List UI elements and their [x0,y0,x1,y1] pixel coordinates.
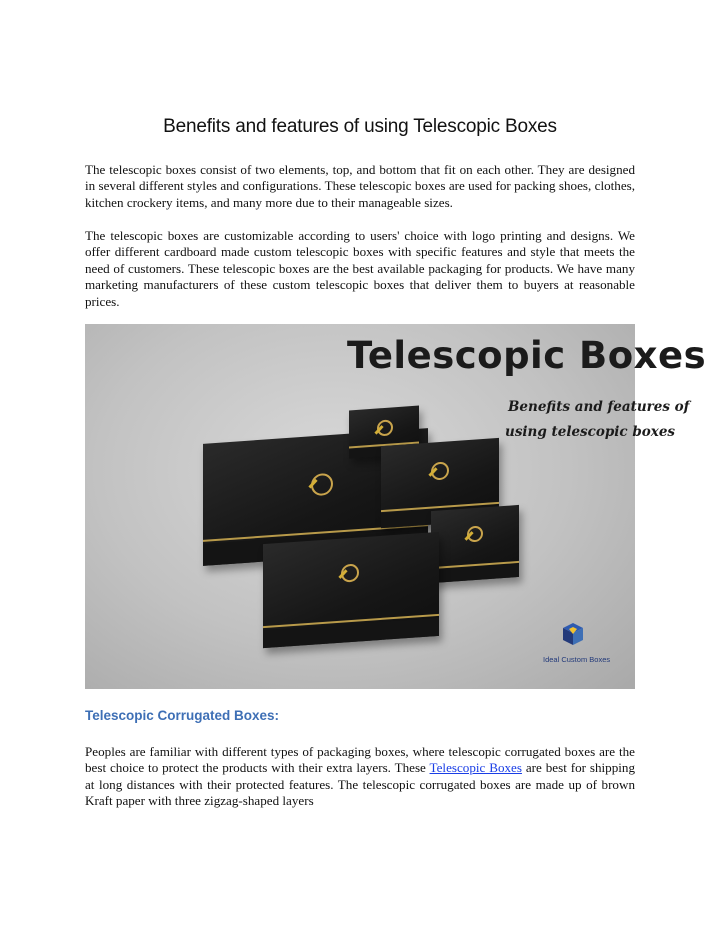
brand-logo [543,622,611,664]
telescopic-boxes-banner-image [85,324,707,689]
banner-subtitle-line1: Benefits and features of [508,399,690,415]
telescopic-boxes-link[interactable]: Telescopic Boxes [429,760,522,776]
gold-logo-icon [431,461,449,480]
long-black-box [263,532,439,648]
gold-logo-icon [341,563,359,582]
section-subheading: Telescopic Corrugated Boxes: [85,708,280,723]
gold-logo-icon [377,419,393,436]
intro-paragraph: The telescopic boxes consist of two elements, top, and bottom that fit on each other. They are designed in several different styles and configurations. These telescopic boxes are used for packing shoes, clothes, kitchen crockery items, and many more due to their manageable sizes. [85,162,635,210]
square-black-box [431,505,519,583]
gold-logo-icon [467,525,483,542]
customization-paragraph: The telescopic boxes are customizable according to users' choice with logo printing and designs. We offer different cardboard made custom telescopic boxes with specific features and style that meets the need of customers. These telescopic boxes are the best available packaging for products. We have many marketing manufacturers of these custom telescopic boxes that deliver them to buyers at reasonable prices. [85,228,635,309]
banner-title: Telescopic Boxes [347,334,707,377]
page-title: Benefits and features of using Telescopic Boxes [163,116,557,137]
brand-name: Ideal Custom Boxes [543,655,611,664]
paragraph-text-after-link: are best for shipping at long distances with their protected features. The telescopic corrugated boxes are made up of brown Kraft paper with three zigzag-shaped layers [85,760,636,809]
paragraph-text-before-link: Peoples are familiar with different types of packaging boxes, where telescopic corrugated boxes are the best choice to protect the products with their extra layers. These [85,744,635,776]
banner-subtitle-line2: using telescopic boxes [505,424,676,440]
cube-logo-icon [562,622,584,646]
corrugated-paragraph [85,744,635,810]
gold-logo-icon [311,473,333,497]
